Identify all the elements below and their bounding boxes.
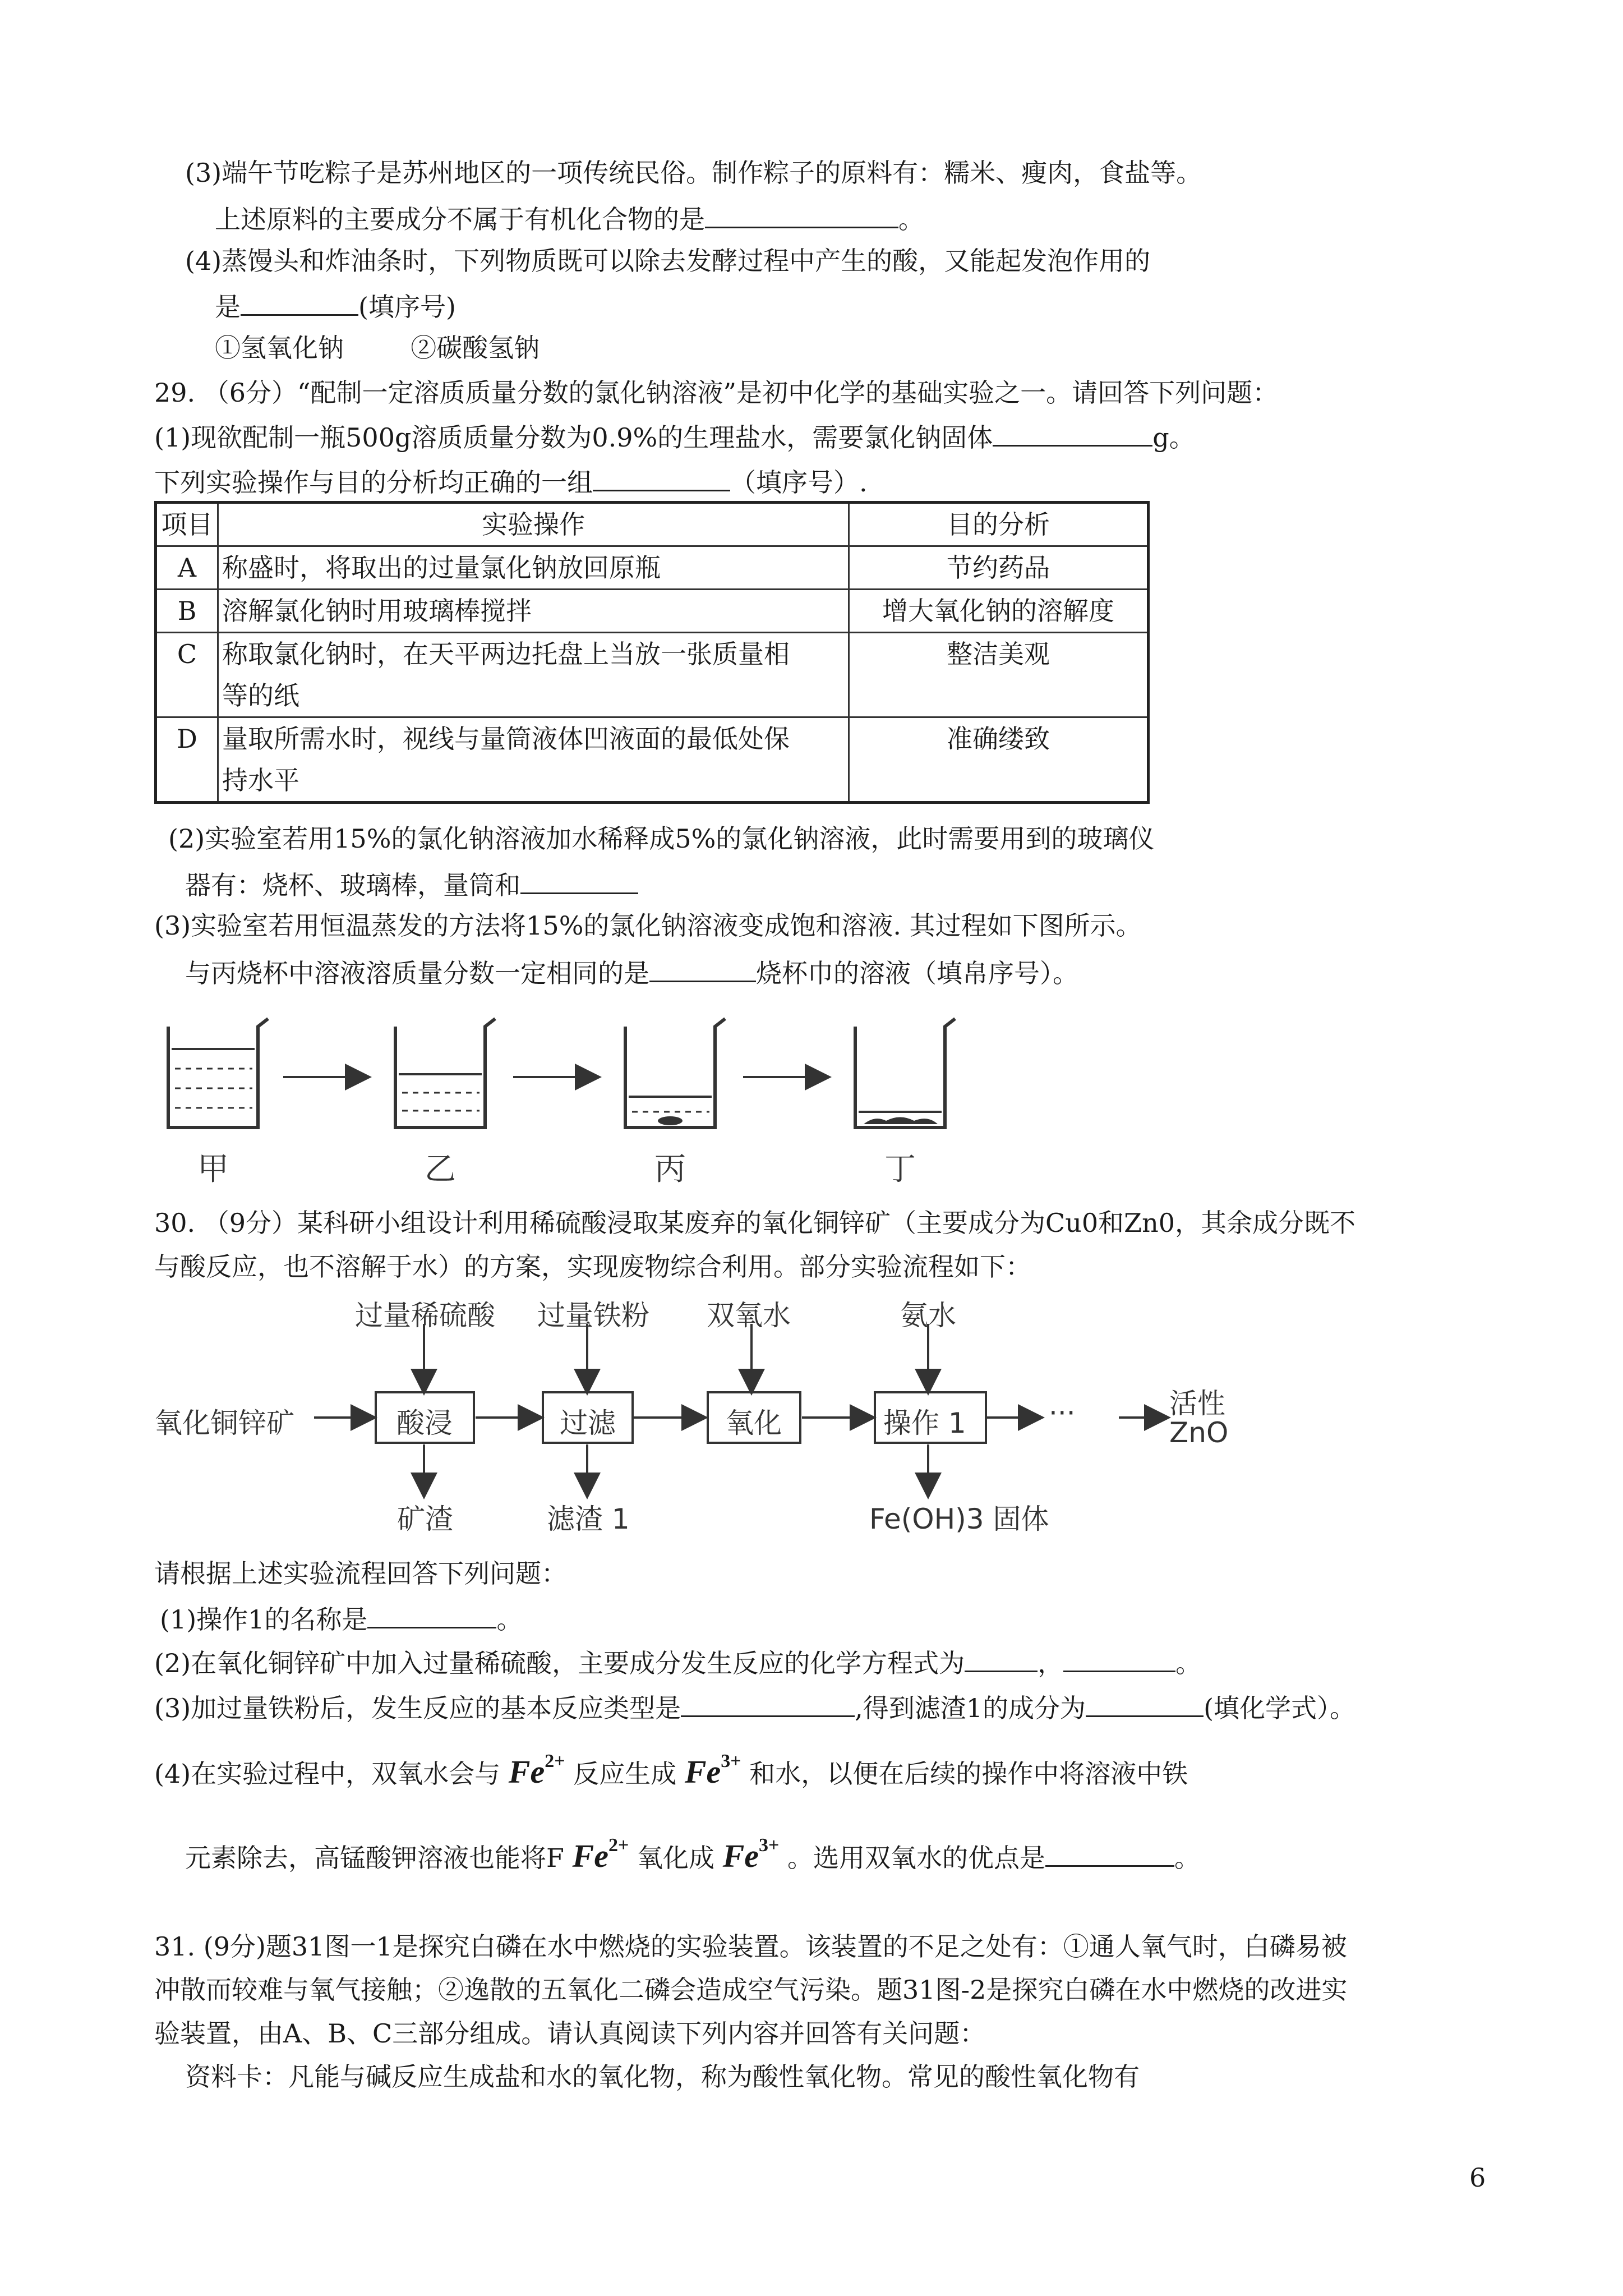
q30-header-line1: 30. （9分）某科研小组设计利用稀硫酸浸取某废弃的氧化铜锌矿（主要成分为Cu0和Zn0，其余成分既不	[154, 1208, 1355, 1238]
flow-product-line2: ZnO	[1169, 1416, 1229, 1449]
table-header: 实验操作	[218, 503, 849, 546]
flow-output-ore-residue: 矿渣	[397, 1503, 453, 1535]
flow-product-line1: 活性	[1169, 1387, 1225, 1420]
page-number: 6	[1469, 2162, 1486, 2193]
ferric-ion-formula: $Fe^{3+}$	[684, 1751, 741, 1790]
q31-line2: 冲散而较难与氧气接触；②逸散的五氧化二磷会造成空气污染。题31图-2是探究白磷在水中燃烧的改进实	[154, 1975, 1348, 2005]
table-cell: 增大氧化钠的溶解度	[849, 590, 1149, 633]
table-header: 目的分析	[849, 503, 1149, 546]
answer-blank[interactable]	[1086, 1688, 1204, 1717]
q28-p3-line1: (3)端午节吃粽子是苏州地区的一项传统民俗。制作粽子的原料有：糯米、瘦肉，食盐等。	[185, 158, 1202, 188]
beaker-label-bing: 丙	[654, 1151, 686, 1188]
option-1: ①氢氧化钠	[215, 333, 344, 363]
q30-header-line2: 与酸反应，也不溶解于水）的方案，实现废物综合利用。部分实验流程如下：	[154, 1251, 1031, 1282]
q31-line1: 31. (9分)题31图一1是探究白磷在水中燃烧的实验装置。该装置的不足之处有：①通人氧气时，白磷易被	[154, 1931, 1347, 1962]
option-2: ②碳酸氢钠	[411, 333, 540, 363]
flow-step-oxidize: 氧化	[726, 1407, 782, 1439]
flow-step-acid-leach: 酸浸	[396, 1407, 453, 1439]
flow-step-operation-1: 操作 1	[883, 1407, 966, 1439]
q28-p3-line2: 上述原料的主要成分不属于有机化合物的是 。	[215, 200, 924, 236]
table-cell-line: 等的纸	[222, 680, 299, 711]
beaker-ding	[855, 1019, 955, 1128]
flow-ellipsis: ···	[1049, 1397, 1076, 1429]
table-cell: D	[156, 717, 218, 803]
table-cell-line: 量取所需水时，视线与量筒液体凹液面的最低处保	[222, 724, 790, 754]
q31-line3: 验装置，由A、B、C三部分组成。请认真阅读下列内容并回答有关问题：	[154, 2018, 986, 2049]
flow-reagent-ammonia: 氨水	[900, 1299, 956, 1332]
ferric-ion-formula: $Fe^{3+}$	[722, 1835, 780, 1874]
q30-p4-line1: (4)在实验过程中，双氧水会与 $Fe^{2+}$ 反应生成 $Fe^{3+}$ 和水，以便在后续的操作中将溶液中铁	[154, 1751, 1188, 1790]
q30-p2: (2)在氧化铜锌矿中加入过量稀硫酸，主要成分发生反应的化学方程式为 ， 。	[154, 1644, 1201, 1680]
answer-blank[interactable]	[367, 1600, 496, 1628]
answer-blank[interactable]	[681, 1688, 855, 1717]
ferrous-ion-formula: $Fe^{2+}$	[572, 1835, 629, 1874]
table-cell: C	[156, 633, 218, 717]
flow-reagent-sulfuric-acid: 过量稀硫酸	[355, 1299, 495, 1332]
beaker-label-ding: 丁	[884, 1151, 916, 1188]
table-cell-line: 称取氯化钠时，在天平两边托盘上当放一张质量相	[222, 639, 790, 669]
q30-p4-line2: 元素除去，高锰酸钾溶液也能将F $Fe^{2+}$ 氧化成 $Fe^{3+}$ 。选用双氧水的优点是 。	[185, 1835, 1201, 1874]
table-cell: 整洁美观	[849, 633, 1149, 717]
q29-p2-line1: (2)实验室若用15%的氯化钠溶液加水稀释成5%的氯化钠溶液，此时需要用到的玻璃仪	[168, 823, 1155, 854]
flow-input: 氧化铜锌矿	[154, 1407, 294, 1439]
table-cell: 溶解氯化钠时用玻璃棒搅拌	[218, 590, 849, 633]
beaker-bing	[625, 1019, 725, 1128]
q30-p1: (1)操作1的名称是 。	[160, 1600, 522, 1636]
flow-reagent-hydrogen-peroxide: 双氧水	[707, 1299, 791, 1332]
beaker-jia	[168, 1019, 268, 1128]
q29-p2-line2: 器有：烧杯、玻璃棒，量筒和	[185, 866, 638, 902]
ferrous-ion-formula: $Fe^{2+}$	[508, 1751, 565, 1790]
answer-blank[interactable]	[965, 1644, 1038, 1672]
flow-reagent-iron-powder: 过量铁粉	[537, 1299, 649, 1332]
table-cell: B	[156, 590, 218, 633]
q31-line4: 资料卡：凡能与碱反应生成盐和水的氧化物，称为酸性氧化物。常见的酸性氧化物有	[185, 2062, 1140, 2092]
q29-p1b: 下列实验操作与目的分析均正确的一组 （填序号）.	[154, 463, 868, 499]
flow-output-filter-residue-1: 滤渣 1	[547, 1503, 630, 1535]
q29-header: 29. （6分）“配制一定溶质质量分数的氯化钠溶液”是初中化学的基础实验之一。请回答下列问题：	[154, 378, 1279, 408]
table-cell: 节约药品	[849, 546, 1149, 590]
q28-p4-line2: 是 (填序号)	[215, 287, 456, 324]
q30-intro: 请根据上述实验流程回答下列问题：	[154, 1558, 567, 1589]
table-header: 项目	[156, 503, 218, 546]
table-cell-line: 持水平	[222, 765, 299, 795]
q30-p3: (3)加过量铁粉后，发生反应的基本反应类型是 ,得到滤渣1的成分为 (填化学式）。	[154, 1688, 1355, 1725]
q29-p3-line2: 与丙烧杯中溶液溶质量分数一定相同的是 烧杯巾的溶液（填帛序号）。	[185, 954, 1078, 990]
table-cell: 准确缕致	[849, 717, 1149, 803]
q28-p4-line1: (4)蒸馒头和炸油条时，下列物质既可以除去发酵过程中产生的酸，又能起发泡作用的	[185, 246, 1151, 276]
q29-p1: (1)现欲配制一瓶500g溶质质量分数为0.9%的生理盐水，需要氯化钠固体 g。	[154, 418, 1195, 454]
table-cell: A	[156, 546, 218, 590]
beaker-label-yi: 乙	[425, 1151, 456, 1188]
flow-output-ferric-hydroxide: Fe(OH)3 固体	[869, 1503, 1049, 1535]
flow-step-filter: 过滤	[560, 1407, 616, 1439]
beaker-yi	[395, 1019, 495, 1128]
answer-blank[interactable]	[1045, 1838, 1174, 1867]
table-cell: 称盛时，将取出的过量氯化钠放回原瓶	[218, 546, 849, 590]
q29-p3-line1: (3)实验室若用恒温蒸发的方法将15%的氯化钠溶液变成饱和溶液. 其过程如下图所示。	[154, 910, 1142, 941]
answer-blank[interactable]	[1063, 1644, 1175, 1672]
beaker-label-jia: 甲	[197, 1151, 229, 1188]
